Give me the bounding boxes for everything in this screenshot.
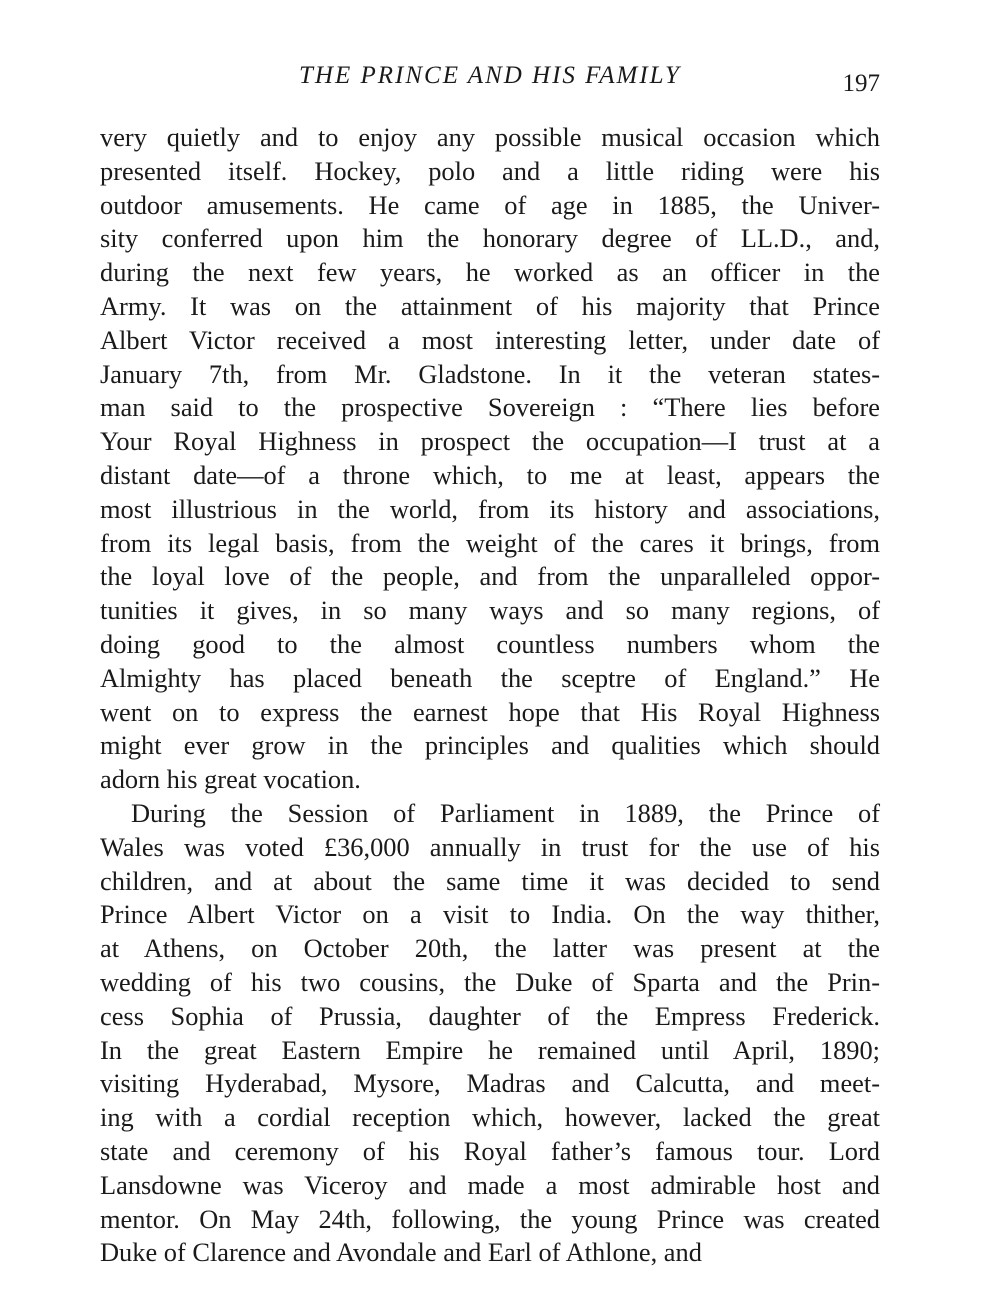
text-line: Duke of Clarence and Avondale and Earl of Athlone, and	[100, 1237, 702, 1268]
text-line: cess Sophia of Prussia, daughter of the Empress Frederick.	[100, 1000, 880, 1031]
text-line: children, and at about the same time it was decided to send	[100, 865, 880, 896]
text-line: during the next few years, he worked as an officer in the	[100, 257, 880, 288]
text-line: Army. It was on the attainment of his majority that Prince	[100, 290, 880, 321]
text-line: presented itself. Hockey, polo and a little riding were his	[100, 155, 880, 186]
running-head: THE PRINCE AND HIS FAMILY	[299, 62, 681, 89]
page-header	[100, 62, 880, 102]
text-line: state and ceremony of his Royal father’s famous tour. Lord	[100, 1135, 880, 1166]
text-line: visiting Hyderabad, Mysore, Madras and Calcutta, and meet-	[100, 1068, 880, 1099]
text-line: During the Session of Parliament in 1889, the Prince of	[131, 797, 880, 828]
text-line: wedding of his two cousins, the Duke of Sparta and the Prin-	[100, 966, 880, 997]
text-line: might ever grow in the principles and qualities which should	[100, 730, 880, 761]
text-line: very quietly and to enjoy any possible musical occasion which	[100, 122, 880, 152]
text-line: Albert Victor received a most interesting letter, under date of	[100, 324, 880, 355]
body-text	[100, 121, 880, 1270]
text-line: distant date—of a throne which, to me at least, appears the	[100, 459, 880, 490]
paragraph	[100, 121, 880, 797]
text-line: adorn his great vocation.	[100, 764, 361, 795]
text-line: man said to the prospective Sovereign : “There lies before	[100, 392, 880, 423]
text-line: Prince Albert Victor on a visit to India. On the way thither,	[100, 899, 880, 930]
text-line: most illustrious in the world, from its history and associations,	[100, 493, 880, 524]
text-line: mentor. On May 24th, following, the young Prince was created	[100, 1203, 880, 1234]
paragraph	[100, 797, 880, 1270]
text-line: January 7th, from Mr. Gladstone. In it the veteran states-	[100, 358, 880, 389]
text-line: doing good to the almost countless numbers whom the	[100, 628, 880, 659]
text-line: Your Royal Highness in prospect the occupation—I trust at a	[100, 426, 880, 457]
text-line: sity conferred upon him the honorary degree of LL.D., and,	[100, 223, 880, 254]
text-line: outdoor amusements. He came of age in 1885, the Univer-	[100, 189, 880, 220]
text-line: from its legal basis, from the weight of the cares it brings, from	[100, 527, 880, 558]
text-line: In the great Eastern Empire he remained until April, 1890;	[100, 1034, 880, 1065]
text-line: went on to express the earnest hope that His Royal Highness	[100, 696, 880, 727]
text-line: Almighty has placed beneath the sceptre of England.” He	[100, 662, 880, 693]
page-number: 197	[842, 70, 880, 97]
text-line: tunities it gives, in so many ways and so many regions, of	[100, 595, 880, 626]
text-line: Wales was voted £36,000 annually in trust for the use of his	[100, 831, 880, 862]
text-line: Lansdowne was Viceroy and made a most admirable host and	[100, 1169, 880, 1200]
text-line: at Athens, on October 20th, the latter was present at the	[100, 933, 880, 964]
text-line: the loyal love of the people, and from the unparalleled oppor-	[100, 561, 880, 592]
text-line: ing with a cordial reception which, however, lacked the great	[100, 1102, 880, 1133]
